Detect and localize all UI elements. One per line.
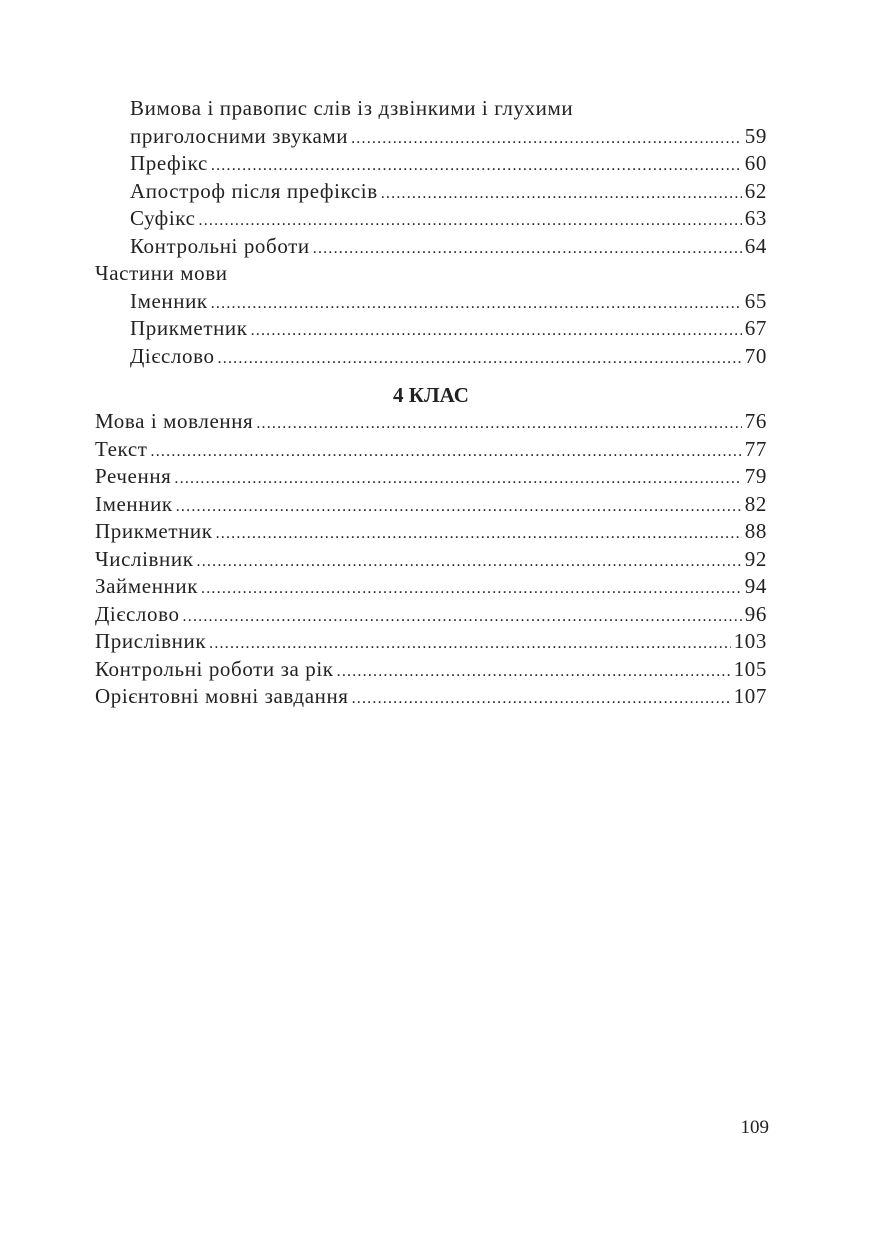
dot-leader	[201, 575, 742, 601]
toc-entry: Займенник ..... 94	[95, 573, 767, 601]
toc-entry: Контрольні роботи за рік ..... 105	[95, 656, 767, 684]
toc-entry: Суфікс ..... 63	[95, 205, 767, 233]
dot-leader	[351, 125, 742, 151]
dot-leader	[352, 685, 731, 711]
toc-entry: Прислівник ..... 103	[95, 628, 767, 656]
dot-leader	[209, 630, 731, 656]
dot-leader	[313, 235, 742, 261]
toc-entry: Мова і мовлення ..... 76	[95, 408, 767, 436]
dot-leader	[256, 410, 741, 436]
dot-leader	[251, 317, 742, 343]
toc-entry: Дієслово ..... 96	[95, 601, 767, 629]
dot-leader	[216, 520, 742, 546]
dot-leader	[211, 290, 742, 316]
dot-leader	[337, 658, 731, 684]
toc-entry: Апостроф після префіксів ..... 62	[95, 178, 767, 206]
dot-leader	[197, 548, 742, 574]
toc-entry: Текст ..... 77	[95, 436, 767, 464]
toc-entry: Прикметник ..... 67	[95, 315, 767, 343]
dot-leader	[381, 180, 742, 206]
toc-group-title: Частини мови	[95, 261, 228, 285]
dot-leader	[183, 603, 742, 629]
dot-leader	[176, 493, 742, 519]
dot-leader	[218, 345, 742, 371]
section-heading: 4 КЛАС	[393, 383, 469, 407]
toc-entry: Дієслово ..... 70	[95, 343, 767, 371]
toc-entry: Іменник ..... 65	[95, 288, 767, 316]
dot-leader	[151, 438, 742, 464]
toc-entry: приголосними звуками ..... 59	[95, 123, 767, 151]
toc-entry: Контрольні роботи ..... 64	[95, 233, 767, 261]
dot-leader	[199, 207, 742, 233]
dot-leader	[211, 152, 742, 178]
toc-entry: Числівник ..... 92	[95, 546, 767, 574]
toc-entry: Орієнтовні мовні завдання ..... 107	[95, 683, 767, 711]
section-4-entries	[95, 408, 767, 711]
toc-entry: Іменник ..... 82	[95, 491, 767, 519]
toc-entry: Вимова і правопис слів із дзвінкими і глухими	[130, 96, 574, 120]
toc-entry: Речення ..... 79	[95, 463, 767, 491]
toc-entry: Префікс ..... 60	[95, 150, 767, 178]
table-of-contents	[95, 95, 767, 711]
dot-leader	[174, 465, 741, 491]
toc-entry: Прикметник ..... 88	[95, 518, 767, 546]
page-number: 109	[740, 1117, 769, 1138]
